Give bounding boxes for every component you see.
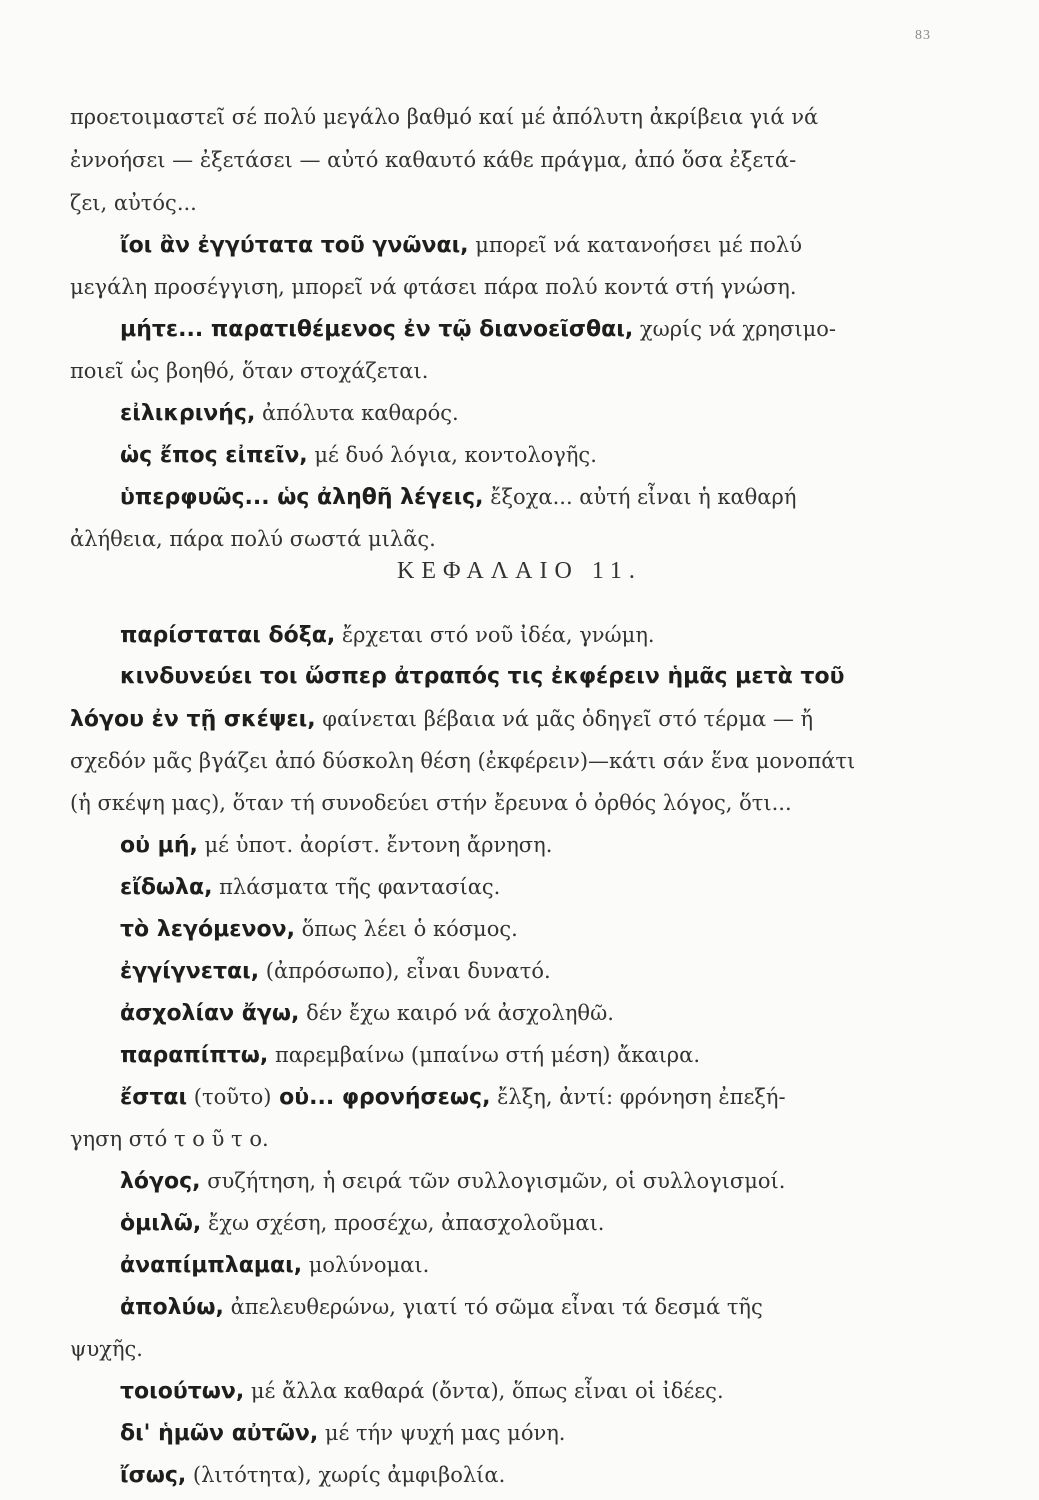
- headword: λόγος,: [120, 1169, 201, 1194]
- gloss-text: μέ ἄλλα καθαρά (ὄντα), ὅπως εἶναι οἱ ἰδέες.: [244, 1379, 724, 1403]
- top-text-line: [120, 440, 597, 471]
- headword: οὐ μή,: [120, 833, 198, 858]
- chapter-text-line: [120, 1166, 785, 1197]
- page-number: 83: [915, 28, 931, 43]
- gloss-text: προετοιμαστεῖ σέ πολύ μεγάλο βαθμό καί μέ ἀπόλυτη ἀκρίβεια γιά νά: [70, 105, 819, 129]
- chapter-text-line: [70, 1124, 269, 1155]
- gloss-text: ἔρχεται στό νοῦ ἰδέα, γνώμη.: [335, 623, 655, 647]
- gloss-text: μέ δυό λόγια, κοντολογῆς.: [307, 443, 597, 467]
- top-text-line: [120, 482, 796, 513]
- headword: δι' ἡμῶν αὐτῶν,: [120, 1421, 319, 1446]
- gloss-text: ἔξοχα... αὐτή εἶναι ἡ καθαρή: [483, 485, 797, 509]
- gloss-text: συζήτηση, ἡ σειρά τῶν συλλογισμῶν, οἱ συλλογισμοί.: [200, 1169, 786, 1193]
- chapter-text-line: [120, 914, 518, 945]
- headword: ἴσως,: [120, 1463, 187, 1488]
- chapter-text-line: [120, 1292, 763, 1323]
- gloss-text: ποιεῖ ὡς βοηθό, ὅταν στοχάζεται.: [70, 359, 429, 383]
- top-text-line: [120, 314, 836, 345]
- headword: ἐγγίγνεται,: [120, 959, 260, 984]
- chapter-text-line: [120, 1460, 505, 1491]
- top-text-line: [70, 102, 818, 133]
- gloss-text: ἔχω σχέση, προσέχω, ἀπασχολοῦμαι.: [201, 1211, 605, 1235]
- gloss-text: φαίνεται βέβαια νά μᾶς ὁδηγεῖ στό τέρμα — ἤ: [315, 707, 814, 731]
- gloss-text: ἔλξη, ἀντί: φρόνηση ἐπεξή-: [490, 1085, 786, 1109]
- chapter-text-line: [70, 704, 813, 735]
- gloss-text: μεγάλη προσέγγιση, μπορεῖ νά φτάσει πάρα πολύ κοντά στή γνώση.: [70, 275, 797, 299]
- gloss-text: μέ τήν ψυχή μας μόνη.: [318, 1421, 566, 1445]
- top-text-line: [120, 398, 459, 429]
- gloss-text: δέν ἔχω καιρό νά ἀσχοληθῶ.: [299, 1001, 614, 1025]
- headword: παρίσταται δόξα,: [120, 623, 336, 648]
- gloss-text: (λιτότητα), χωρίς ἀμφιβολία.: [186, 1463, 506, 1487]
- chapter-text-line: [70, 1334, 143, 1365]
- gloss-text: ὅπως λέει ὁ κόσμος.: [294, 917, 518, 941]
- top-text-line: [70, 272, 797, 303]
- headword: εἴδωλα,: [120, 875, 213, 900]
- gloss-text: ἀπελευθερώνω, γιατί τό σῶμα εἶναι τά δεσμά τῆς: [223, 1295, 763, 1319]
- chapter-text-line: [120, 998, 614, 1029]
- gloss-text: μπορεῖ νά κατανοήσει μέ πολύ: [468, 233, 802, 257]
- gloss-text: πλάσματα τῆς φαντασίας.: [212, 875, 501, 899]
- chapter-text-line: [70, 788, 792, 819]
- chapter-text-line: [120, 956, 551, 987]
- gloss-text: σχεδόν μᾶς βγάζει ἀπό δύσκολη θέση (ἐκφέρειν)—κάτι σάν ἕνα μονοπάτι: [70, 749, 856, 773]
- chapter-text-line: [120, 1082, 786, 1113]
- chapter-text-line: [120, 662, 844, 692]
- gloss-text: (ἡ σκέψη μας), ὅταν τή συνοδεύει στήν ἔρευνα ὁ ὀρθός λόγος, ὅτι...: [70, 791, 792, 815]
- headword: ἴοι ἂν ἐγγύτατα τοῦ γνῶναι,: [120, 233, 469, 258]
- gloss-text: γηση στό τ ο ῦ τ ο.: [70, 1127, 269, 1151]
- chapter-text-line: [120, 872, 500, 903]
- gloss-text: ζει, αὐτός...: [70, 191, 197, 215]
- headword: τὸ λεγόμενον,: [120, 917, 295, 942]
- headword: ἀναπίμπλαμαι,: [120, 1253, 303, 1278]
- chapter-text-line: [120, 1376, 724, 1407]
- gloss-text: παρεμβαίνω (μπαίνω στή μέση) ἄκαιρα.: [268, 1043, 701, 1067]
- headword: ὑπερφυῶς... ὡς ἀληθῆ λέγεις,: [120, 485, 484, 510]
- headword: ἀπολύω,: [120, 1295, 224, 1320]
- top-text-line: [70, 356, 428, 387]
- chapter-text-line: [70, 746, 855, 777]
- gloss-text: ἀπόλυτα καθαρός.: [255, 401, 459, 425]
- chapter-text-line: [120, 1040, 700, 1071]
- headword: ἔσται: [120, 1085, 188, 1110]
- gloss-text: ψυχῆς.: [70, 1337, 143, 1361]
- headword: ἀσχολίαν ἄγω,: [120, 1001, 300, 1026]
- top-text-line: [70, 188, 197, 219]
- headword: μήτε... παρατιθέμενος ἐν τῷ διανοεῖσθαι,: [120, 317, 634, 342]
- headword: κινδυνεύει τοι ὥσπερ ἀτραπός τις ἐκφέρειν ἡμᾶς μετὰ τοῦ: [120, 664, 845, 689]
- top-text-line: [120, 230, 802, 261]
- top-text-line: [70, 145, 796, 176]
- gloss-text: ἐννοήσει — ἐξετάσει — αὐτό καθαυτό κάθε πράγμα, ἀπό ὅσα ἐξετά-: [70, 148, 797, 172]
- headword: εἰλικρινής,: [120, 401, 256, 426]
- headword: τοιούτων,: [120, 1379, 245, 1404]
- gloss-text: (ἀπρόσωπο), εἶναι δυνατό.: [259, 959, 551, 983]
- chapter-text-line: [120, 830, 552, 861]
- chapter-heading: ΚΕΦΑΛΑΙΟ 11.: [397, 558, 642, 584]
- headword: ὡς ἔπος εἰπεῖν,: [120, 443, 308, 468]
- headword: οὐ... φρονήσεως,: [271, 1085, 491, 1110]
- gloss-text: χωρίς νά χρησιμο-: [633, 317, 836, 341]
- gloss-text: μολύνομαι.: [302, 1253, 430, 1277]
- gloss-text: μέ ὑποτ. ἀορίστ. ἔντονη ἄρνηση.: [197, 833, 553, 857]
- chapter-text-line: [120, 1418, 566, 1449]
- chapter-text-line: [120, 1250, 429, 1281]
- gloss-text: ἀλήθεια, πάρα πολύ σωστά μιλᾶς.: [70, 527, 436, 551]
- chapter-text-line: [120, 1208, 605, 1239]
- chapter-text-line: [120, 620, 655, 651]
- top-text-line: [70, 524, 436, 555]
- headword: ὁμιλῶ,: [120, 1211, 202, 1236]
- gloss-text: (τοῦτο): [187, 1085, 272, 1109]
- headword: λόγου ἐν τῇ σκέψει,: [70, 707, 316, 732]
- headword: παραπίπτω,: [120, 1043, 269, 1068]
